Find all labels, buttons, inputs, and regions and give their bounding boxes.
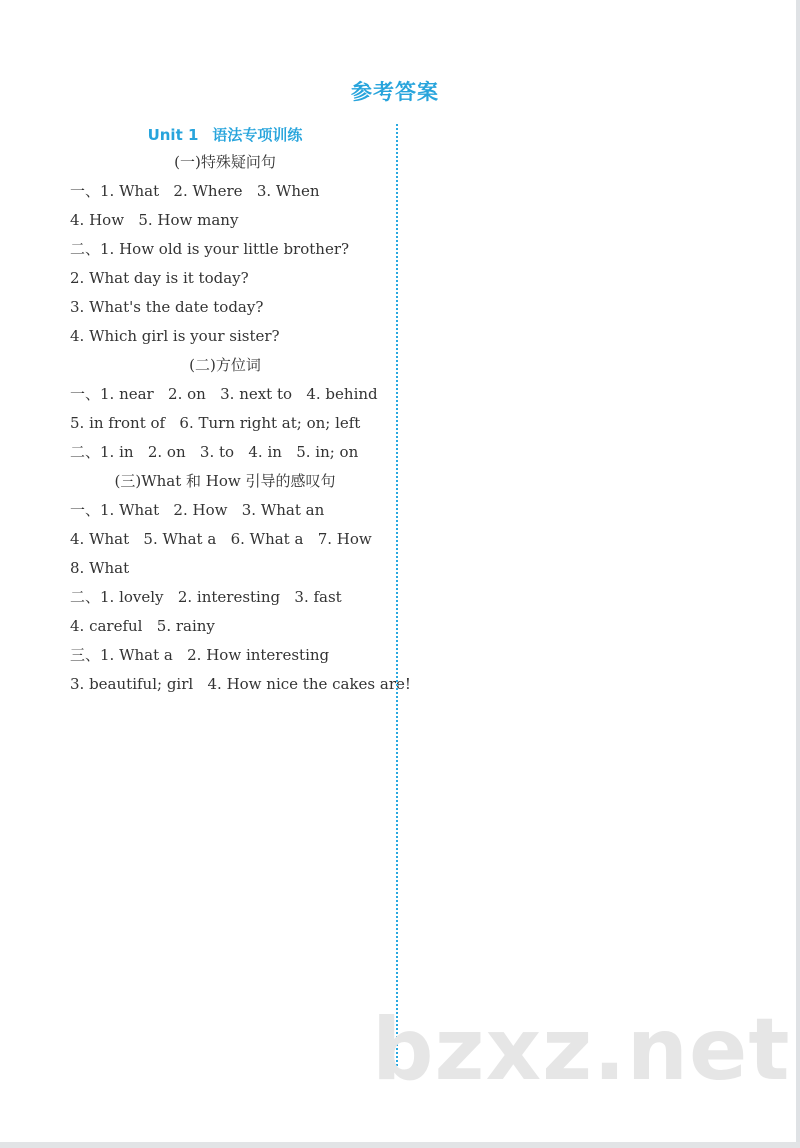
watermark: bzxz.net (372, 1000, 791, 1100)
unit-topic: 语法专项训练 (212, 126, 303, 144)
answer-line: 8. What (70, 559, 130, 577)
answer-line: 3. What's the date today? (70, 298, 264, 316)
answer-line: 4. What 5. What a 6. What a 7. How (70, 530, 372, 548)
answer-line: 3. beautiful; girl 4. How nice the cakes are! (70, 675, 411, 693)
answer-line: 二、1. How old is your little brother? (70, 240, 350, 258)
column-divider (396, 124, 398, 1074)
page-edge-bottom (0, 1142, 800, 1148)
answer-line: 4. careful 5. rainy (70, 617, 215, 635)
answer-line: 4. How 5. How many (70, 211, 239, 229)
section-heading: (三)What 和 How 引导的感叹句 (114, 472, 336, 490)
answer-line: 二、1. lovely 2. interesting 3. fast (70, 588, 342, 606)
answer-line: 三、1. What a 2. How interesting (70, 646, 330, 664)
section-heading: (一)特殊疑问句 (174, 153, 276, 171)
section-heading: (二)方位词 (189, 356, 261, 374)
answer-line: 一、1. What 2. How 3. What an (70, 501, 325, 519)
page-edge-right (796, 0, 800, 1148)
answer-line: 4. Which girl is your sister? (70, 327, 280, 345)
answer-line: 二、1. in 2. on 3. to 4. in 5. in; on (70, 443, 359, 461)
answer-line: 一、1. near 2. on 3. next to 4. behind (70, 385, 378, 403)
page-title: 参考答案 (351, 80, 439, 104)
unit-name: Unit 1 (147, 126, 199, 144)
answer-line: 5. in front of 6. Turn right at; on; left (70, 414, 361, 432)
answer-line: 2. What day is it today? (70, 269, 249, 287)
answer-line: 一、1. What 2. Where 3. When (70, 182, 320, 200)
unit-heading (70, 124, 380, 145)
